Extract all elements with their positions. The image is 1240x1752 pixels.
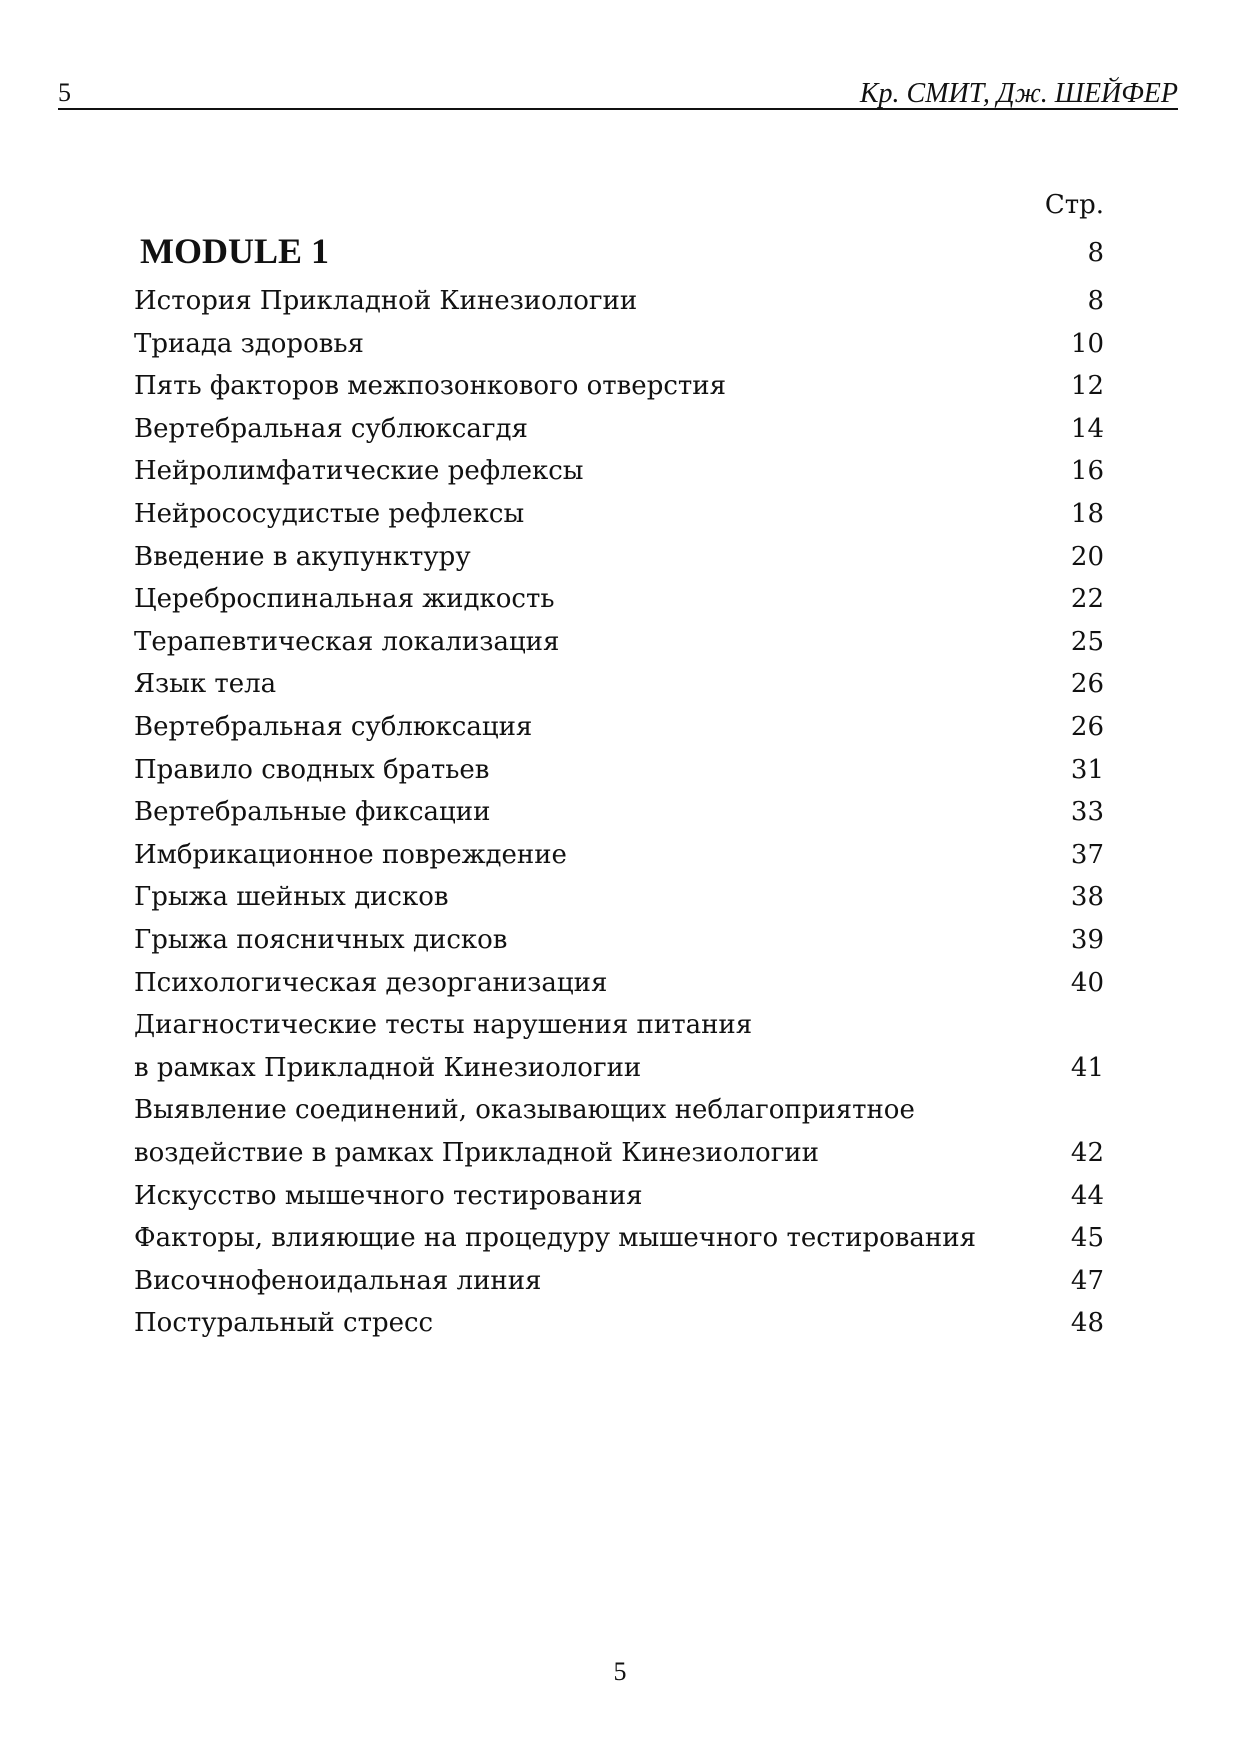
toc-entry [134,755,1104,803]
toc-entry-page: 37 [1070,839,1104,870]
toc-entry-title: Психологическая дезорганизация [134,967,608,998]
toc-entry [134,627,1104,675]
toc-entry-page: 45 [1070,1223,1104,1254]
toc-entry-page: 48 [1070,1308,1104,1339]
toc-entry-title: воздействие в рамках Прикладной Кинезиологии [134,1138,819,1168]
toc-entry-title: Постуральный стресс [134,1308,434,1339]
toc-entry-page: 26 [1070,712,1104,742]
toc-entry-page: 44 [1070,1180,1104,1211]
toc-entry-title: Вертебральные фиксации [134,797,491,828]
toc-entry [134,499,1104,547]
toc-entry-page: 26 [1070,669,1104,700]
toc-entry-title: Цереброспинальная жидкость [134,584,555,615]
toc-entry-title: Триада здоровья [134,328,364,359]
toc-entry-page: 38 [1070,882,1104,913]
toc-entry-page: 14 [1070,413,1104,444]
footer-page-number: 5 [613,1657,627,1686]
toc-entry-page: 22 [1070,584,1104,615]
toc-entry [134,1308,1104,1356]
toc-entry-title: Выявление соединений, оказывающих неблагоприятное [134,1095,915,1126]
toc-entry [134,329,1104,377]
toc-entry [134,1181,1104,1229]
module-page: 8 [1087,238,1104,268]
toc-entry-page: 31 [1070,754,1104,785]
toc-entry [134,1138,1104,1186]
toc-entry-title: Имбрикационное повреждение [134,839,567,870]
toc-entry-page: 33 [1070,797,1104,828]
toc-entry [134,925,1104,973]
toc-entry [134,797,1104,845]
toc-entry [134,371,1104,419]
toc-entry [134,840,1104,888]
toc-entry-title: Грыжа поясничных дисков [134,925,508,955]
toc-entry [134,286,1104,334]
toc-entry-title: Височнофеноидальная линия [134,1265,542,1296]
toc-entry [134,1010,1104,1058]
toc-entry [134,542,1104,590]
toc-entry-title: в рамках Прикладной Кинезиологии [134,1052,642,1083]
toc-entry-page: 39 [1070,925,1104,955]
toc-entry-title: Нейролимфатические рефлексы [134,456,584,487]
toc-entry [134,1223,1104,1271]
toc-entry-page: 10 [1070,328,1104,359]
toc-entry-title: Правило сводных братьев [134,754,490,785]
toc-entry-title: История Прикладной Кинезиологии [134,286,638,316]
header-page-number: 5 [58,78,71,107]
toc-entry [134,456,1104,504]
running-header [58,74,1178,110]
toc-entry-page: 40 [1070,967,1104,998]
toc-entry-page: 25 [1070,626,1104,657]
toc-entry-page: 12 [1070,371,1104,402]
toc-entry [134,1266,1104,1314]
toc-entry-page: 8 [1087,286,1104,316]
toc-entry-page: 18 [1070,499,1104,529]
toc-entry-title: Вертебральная сублюксация [134,712,533,742]
module-title: MODULE 1 [140,231,329,271]
toc-entry-title: Нейрососудистые рефлексы [134,499,525,529]
toc-entry [134,882,1104,930]
toc-entry-page: 20 [1070,541,1104,572]
toc-entry-title: Терапевтическая локализация [134,626,560,657]
toc-entry [134,669,1104,717]
toc-entry [134,1095,1104,1143]
toc-entry [134,584,1104,632]
toc-entry [134,968,1104,1016]
toc-entry-title: Искусство мышечного тестирования [134,1180,643,1211]
toc-entry-page: 47 [1070,1265,1104,1296]
toc-entry [134,712,1104,760]
toc-entry [134,1053,1104,1101]
toc-entry-title: Диагностические тесты нарушения питания [134,1010,753,1041]
toc-entry-title: Пять факторов межпозонкового отверстия [134,371,727,402]
page-column-label: Стр. [1044,190,1104,220]
toc-entry-page: 41 [1070,1052,1104,1083]
toc-entry-title: Грыжа шейных дисков [134,882,449,913]
toc-module-row [134,231,1104,286]
toc-entry-page: 42 [1070,1138,1104,1168]
toc-entry-title: Язык тела [134,669,277,700]
toc-entry-title: Вертебральная сублюксагдя [134,413,528,444]
header-authors: Кр. СМИТ, Дж. ШЕЙФЕР [859,78,1178,109]
toc-entry-title: Введение в акупунктуру [134,541,471,572]
toc-entry-page: 16 [1070,456,1104,487]
toc-entry [134,414,1104,462]
toc-entry-title: Факторы, влияющие на процедуру мышечного тестирования [134,1223,976,1254]
